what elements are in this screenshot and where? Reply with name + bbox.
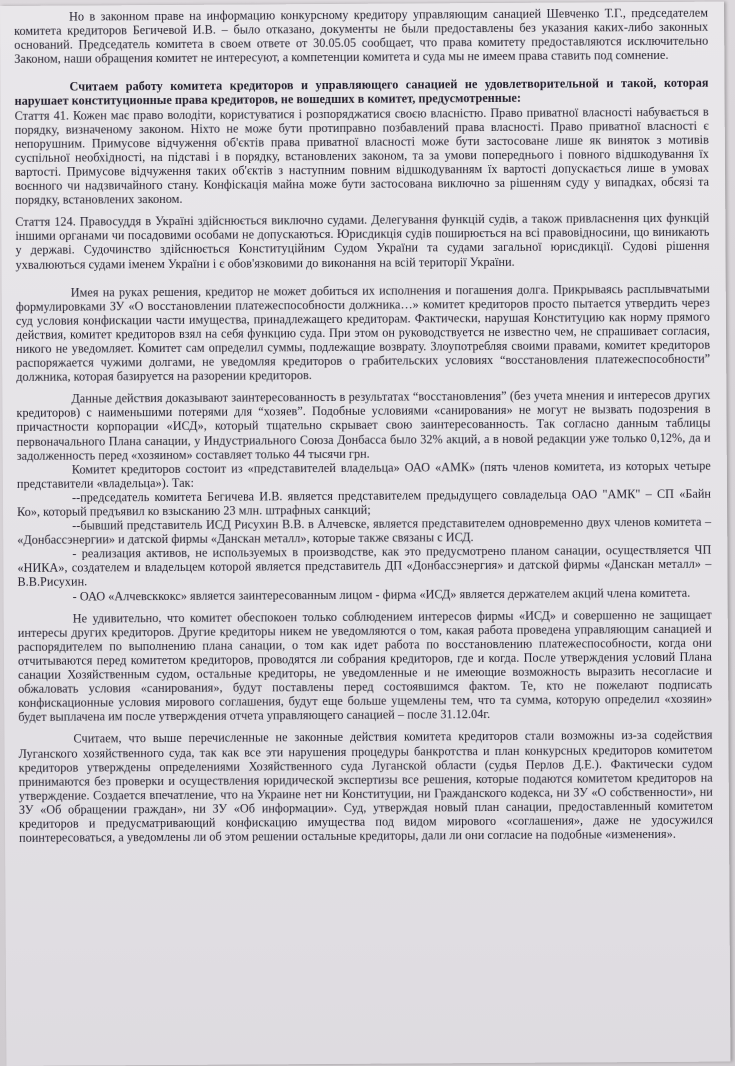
paragraph-claim: Считаем работу комитета кредиторов и управляющего санацией не удовлетворительной и такой, которая нарушает конституционные права кредиторов, не вошедших в комитет, предусмотренные: (14, 76, 709, 109)
paragraph-access-refused: Но в законном праве на информацию конкурсному кредитору управляющим санацией Шевченко Т.Г., председателем комитета кредиторов Бегичевой И.В. – было отказано, документы не были предоставлены без указания каких-либо законных оснований. Председатель комитета в своем ответе от 30.05.05 сообщает, что права комитету предоставляются исключительно Законом, наши обращения комитет не интересуют, а компетенции комитета и суда мы не имеем права ставить под сомнение. (14, 5, 709, 67)
list-item-chair: --председатель комитета Бегичева И.В. является представителем предыдущего совладельца ОАО "АМК" – СП «Байн Ко», который предъявил ко взысканию 23 млн. штрафных санкций; (17, 486, 712, 519)
list-item-asset-sale: - реализация активов, не используемых в производстве, как это предусмотрено планом санации, осуществляется ЧП «НИКА», создателем и владельцем которой является представитель ДП «Донбассэнергия» и датской фирмы «Данскан металл» – В.В.Рисухин. (17, 542, 712, 590)
paragraph-not-surprising: Не удивительно, что комитет обеспокоен только соблюдением интересов фирмы «ИСД» и совершенно не защищает интересы других кредиторов. Другие кредиторы никем не уведомляются о том, какая работа проведена управляющим санацией и распорядителем по выполнению плана санации, о том как идет работа по восстановлению платежеспособности, когда они отчитываются перед комитетом кредиторов, проводятся ли собрания кредиторов, где и когда. После утверждения условий Плана санации Хозяйственным судом, остальные кредиторы, не уведомленные и не имеющие возможность выразить несогласие и обжаловать условия «санирования», будут поставлены перед состоявшимся фактом. Те, кто не пожелают подписать конфискационные условия мирового соглашения, будут еще больше ущемлены тем, что та сумма, которую определил «хозяин» будет выплачена им после утверждения отчета управляющего санацией – после 31.12.04г. (17, 607, 713, 725)
paragraph-court: Считаем, что выше перечисленные не законные действия комитета кредиторов стали возможны из-за содействия Луганского хозяйственного суда, так как все эти нарушения процедуры банкротства и план конкурсных кредиторов комитетом кредиторов утверждены определениями Хозяйственного суда Луганской области (судья Перлов Д.Е.). Фактически судом принимаются без проверки и осуществления юридической экспертизы все решения, которые подаются комитетом кредиторов на утверждение. Создается впечатление, что на Украине нет ни Конституции, ни Гражданского кодекса, ни ЗУ «О собственности», ни ЗУ «Об обращении граждан», ни ЗУ «Об информации». Суд, утверждая новый план санации, предоставленный комитетом кредиторов и предусматривающий конфискацию имущества под видом мирового «соглашения», даже не удосужился поинтересоваться, а уведомлены ли об этом решении остальные кредиторы, дали ли они согласие на подобные «изменения». (18, 728, 714, 845)
list-item-coke: - ОАО «Алчевсккокс» является заинтересованным лицом - фирма «ИСД» является держателем акций члена комитета. (72, 585, 691, 604)
document-body (14, 6, 713, 845)
paragraph-interest: Данные действия доказывают заинтересованность в результатах “восстановления” (без учета мнения и интересов других кредиторов) с наименьшими потерями для “хозяев”. Подобные условиями «санирования» не могут не вызвать подозрения в причастности корпорации «ИСД», который тщательно скрывает свою заинтересованность. Так согласно данным таблицы первоначального Плана санации, у Индустриального Союза Донбасса было 32% акций, а в новой редакции уже только 0,12%, да и задолженность перед «хозяином» составляет только 44 тысячи грн. (16, 387, 711, 463)
document-page (0, 2, 730, 1066)
paragraph-committee-composition: Комитет кредиторов состоит из «представителей владельца» ОАО «АМК» (пять членов комитета, из которых четыре представители «владельца»). Так: (16, 458, 711, 491)
paragraph-decisions: Имея на руках решения, кредитор не может добиться их исполнения и погашения долга. Прикрываясь расплывчатыми формулировками ЗУ «О восстановлении платежеспособности должника…» комитет кредиторов просто пытается утвердить через суд условия конфискации части имущества, принадлежащего кредиторам. Фактически, нарушая Конституцию как норму прямого действия, комитет кредиторов взял на себя функцию суда. При этом он руководствуется не известно чем, не спрашивает согласия, никого не уведомляет. Комитет сам определил суммы, подлежащие возврату. Злоупотребляя своими правами, комитет кредиторов распоряжается чужими долгами, не уведомляя кредиторов о грабительских условиях “восстановления платежеспособности” должника, которая базируется на разорении кредиторов. (15, 281, 711, 385)
list-item-former-rep: --бывший представитель ИСД Рисухин В.В. в Алчевске, является представителем одновременно двух членов комитета – «Донбассэнергии» и датской фирмы «Данскан металл», которые также связаны с ИСД. (17, 514, 712, 548)
paragraph-article-41: Стаття 41. Кожен має право володіти, користуватися і розпоряджатися своєю власністю. Право приватної власності набувається в порядку, визначеному законом. Ніхто не може бути протиправно позбавлений права власності. Право приватної власності є непорушним. Примусове відчуження об'єктів права приватної власності може бути застосоване лише як виняток з мотивів суспільної необхідності, на підставі і в порядку, встановлених законом, та за умови попереднього і повного відшкодування їх вартості. Примусове відчуження таких об'єктів з наступним повним відшкодуванням їх вартості допускається лише в умовах воєнного чи надзвичайного стану. Конфіскація майна може бути застосована виключно за рішенням суду у випадках, обсязі та порядку, встановлених законом. (14, 104, 710, 208)
paragraph-article-124: Стаття 124. Правосуддя в Україні здійснюється виключно судами. Делегування функцій судів, а також привласнення цих функцій іншими органами чи посадовими особами не допускаються. Юрисдикція судів поширюється на всі правовідносини, що виникають у державі. Судочинство здійснюється Конституційним Судом України та судами загальної юрисдикції. Судові рішення ухвалюються судами іменем України і є обов'язковими до виконання на всій території України. (15, 210, 710, 272)
